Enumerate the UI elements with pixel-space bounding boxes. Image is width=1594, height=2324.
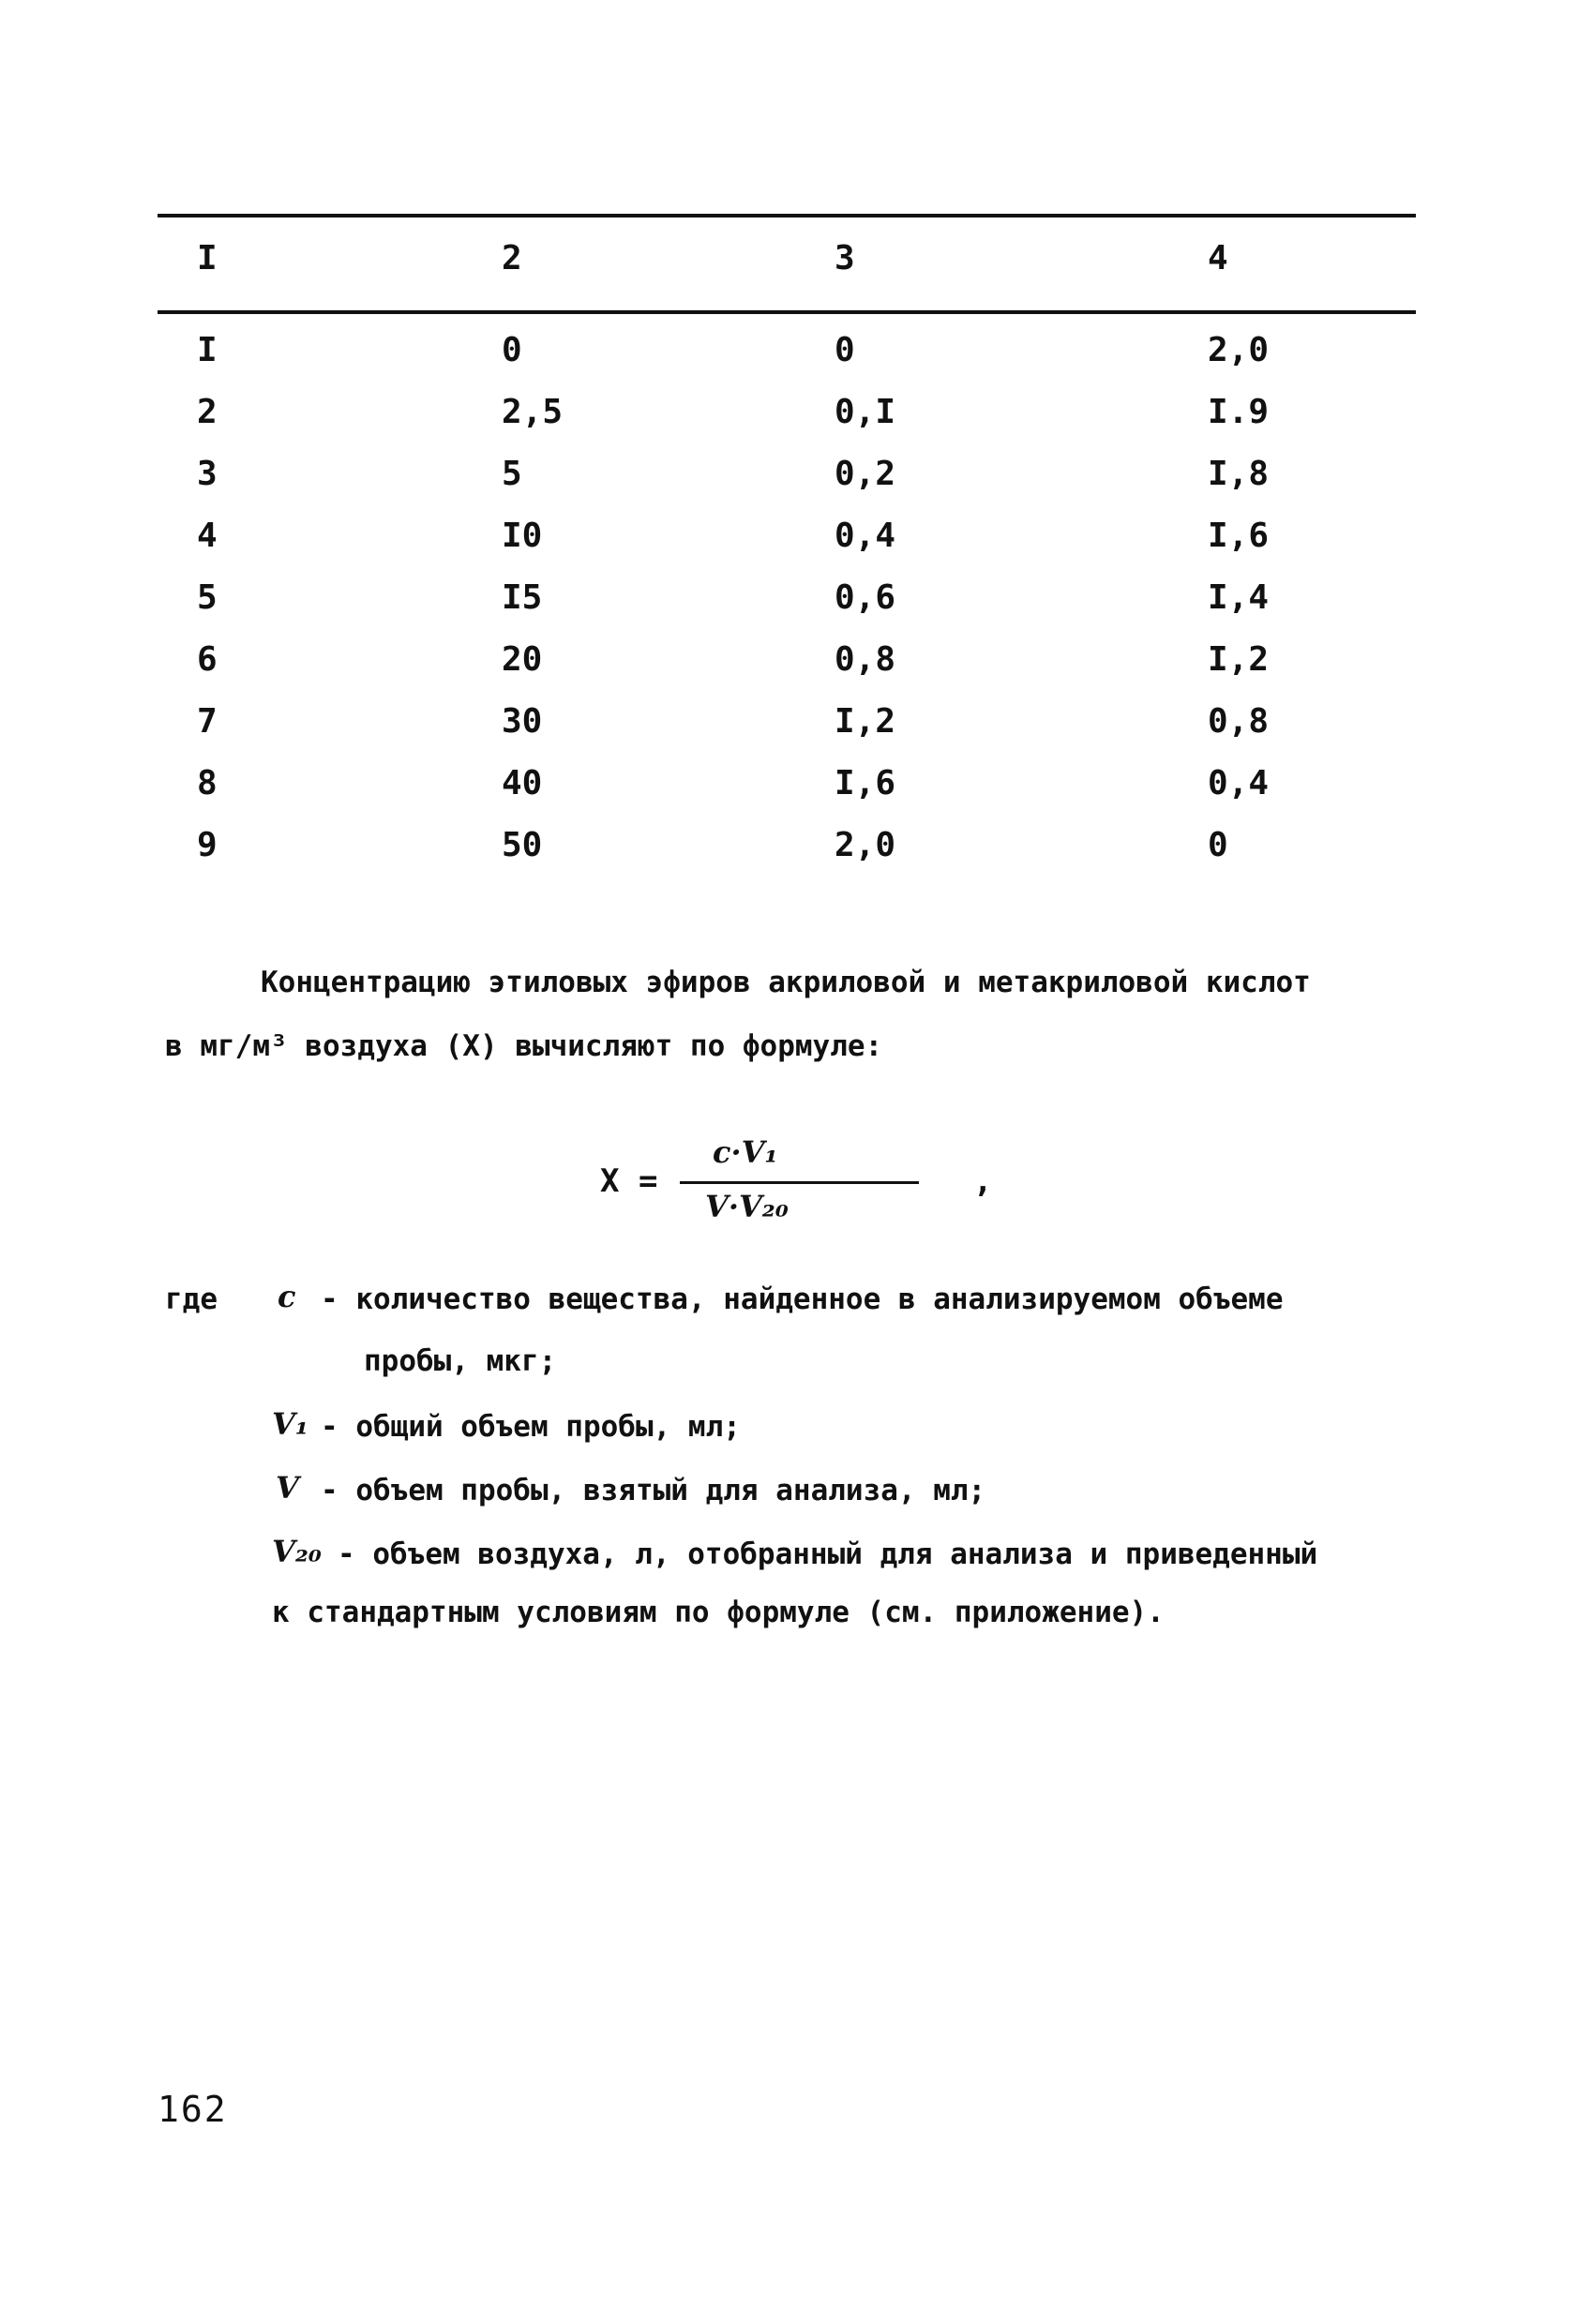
table-cell: 5 [197,578,218,617]
table-cell: 3 [197,455,218,493]
table-cell: 40 [502,764,543,802]
table-header-col4: 4 [1208,239,1228,277]
legend-symbol-v: V [276,1470,299,1506]
legend-item-1-line-2: пробы, мкг; [364,1344,557,1378]
table-cell: I,8 [1208,455,1270,493]
legend-item-4-line-2: к стандартным условиям по формуле (см. приложение). [272,1596,1165,1629]
table-cell: I,4 [1208,578,1270,617]
table-cell: 50 [502,826,543,864]
table-cell: I5 [502,578,543,617]
table-cell: I,6 [835,764,896,802]
table-cell: 8 [197,764,218,802]
paragraph-line-1: Концентрацию этиловых эфиров акриловой и метакриловой кислот [261,966,1311,999]
table-cell: 9 [197,826,218,864]
table-cell: 0,I [835,393,896,431]
table-cell: I.9 [1208,393,1270,431]
table-cell: 0 [502,331,522,369]
formula-lhs: X = [600,1162,658,1200]
table-cell: 2 [197,393,218,431]
table-cell: 0,2 [835,455,896,493]
table-cell: 0,6 [835,578,896,617]
table-cell: 20 [502,640,543,679]
table-cell: 2,5 [502,393,564,431]
table-cell: 0,8 [835,640,896,679]
legend-symbol-c: c [278,1279,296,1314]
table-cell: I,2 [835,702,896,741]
formula [600,1134,1013,1237]
table-header-rule [158,310,1416,314]
legend-item-2-line-1: - общий объем пробы, мл; [321,1410,741,1444]
table-top-rule [158,214,1416,217]
page-number: 162 [158,2089,228,2130]
table-cell: 0 [1208,826,1228,864]
formula-trailing-comma: , [973,1162,993,1200]
legend-item-1-line-1: - количество вещества, найденное в анализируемом объеме [321,1282,1284,1316]
legend-symbol-v1: V₁ [272,1406,308,1442]
formula-denominator: V·V₂₀ [705,1189,789,1224]
table-cell: I,6 [1208,517,1270,555]
formula-numerator: c·V₁ [713,1134,778,1170]
table-cell: 0 [835,331,855,369]
legend-symbol-v20: V₂₀ [272,1534,322,1569]
table-cell: 7 [197,702,218,741]
table-cell: 2,0 [835,826,896,864]
table-cell: 30 [502,702,543,741]
table-cell: 6 [197,640,218,679]
paragraph-line-2: в мг/м³ воздуха (X) вычисляют по формуле: [165,1029,883,1063]
table-cell: 2,0 [1208,331,1270,369]
legend-item-4-line-1: - объем воздуха, л, отобранный для анализа и приведенный [338,1537,1318,1571]
table-cell: 0,4 [1208,764,1270,802]
table-header-col1: I [197,239,218,277]
legend-item-3-line-1: - объем пробы, взятый для анализа, мл; [321,1474,986,1507]
table-cell: 0,4 [835,517,896,555]
legend-where-label: где [165,1282,218,1316]
table-cell: I0 [502,517,543,555]
formula-fraction-bar [680,1181,919,1184]
table-header-col3: 3 [835,239,855,277]
table-cell: 0,8 [1208,702,1270,741]
table-cell: I,2 [1208,640,1270,679]
table-cell: 4 [197,517,218,555]
table-cell: I [197,331,218,369]
table-cell: 5 [502,455,522,493]
table-header-col2: 2 [502,239,522,277]
